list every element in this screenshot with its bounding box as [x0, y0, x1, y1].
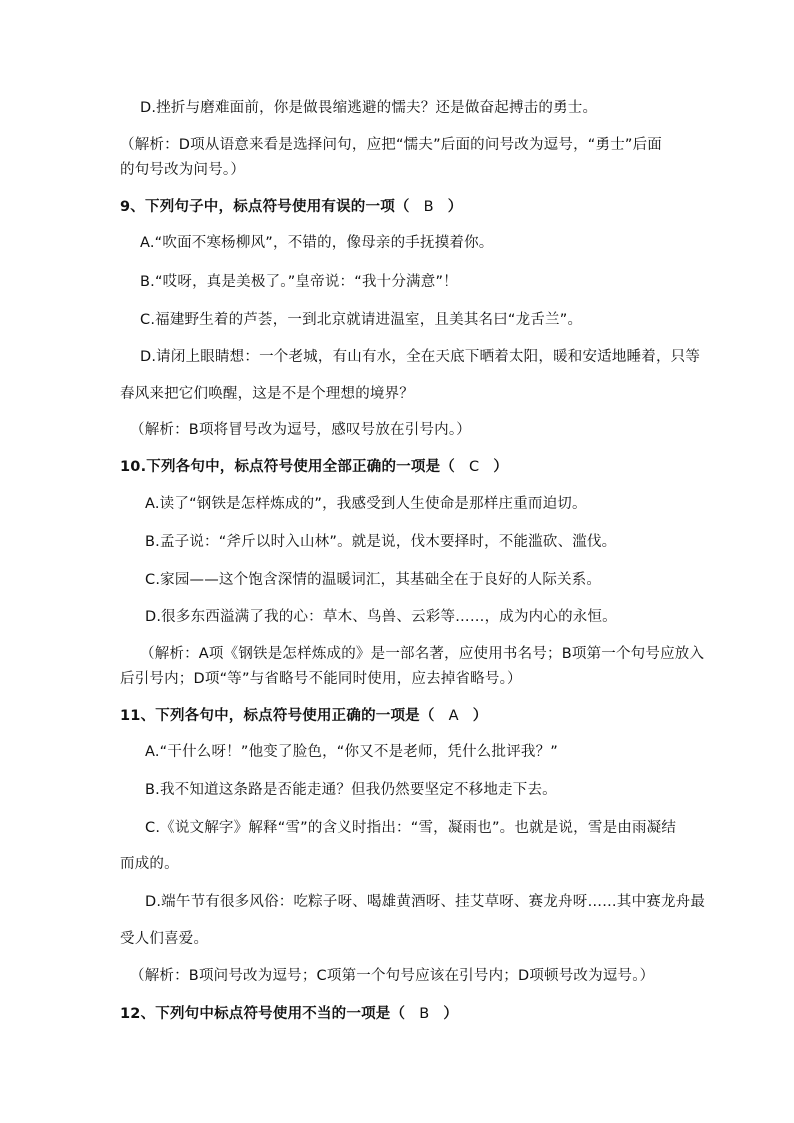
q11-option-d-line2: 受人们喜爱。 — [120, 931, 209, 947]
q9-option-a: A.“吹面不寒杨柳风”，不错的，像母亲的手抚摸着你。 — [140, 235, 494, 251]
q12-stem-text: 12、下列句中标点符号使用不当的一项是（ — [120, 1006, 406, 1022]
q10-option-a: A.读了“钢铁是怎样炼成的”，我感受到人生使命是那样庄重而迫切。 — [145, 496, 587, 512]
q9-option-c: C.福建野生着的芦荟，一到北京就请进温室，且美其名曰“龙舌兰”。 — [140, 312, 583, 328]
q12-stem-close: ） — [443, 1006, 459, 1022]
q11-option-c-line2: 而成的。 — [120, 856, 179, 872]
q10-analysis-line1: （解析：A项《钢铁是怎样炼成的》是一部名著，应使用书名号；B项第一个句号应放入 — [140, 646, 705, 662]
q12-stem — [120, 1004, 458, 1024]
q9-stem-close: ） — [447, 199, 463, 215]
q11-option-b: B.我不知道这条路是否能走通？但我仍然要坚定不移地走下去。 — [145, 782, 557, 798]
q10-option-d: D.很多东西溢满了我的心：草木、鸟兽、云彩等……，成为内心的永恒。 — [145, 609, 617, 625]
q11-option-c-line1: C.《说文解字》解释“雪”的含义时指出：“雪，凝雨也”。也就是说，雪是由雨凝结 — [145, 820, 677, 836]
q9-option-d-line1: D.请闭上眼睛想：一个老城，有山有水，全在天底下晒着太阳，暖和安适地睡着，只等 — [140, 349, 701, 365]
q11-stem — [120, 706, 487, 726]
q9-option-d-line2: 春风来把它们唤醒，这是不是个理想的境界？ — [120, 386, 414, 402]
q9-option-b: B.“哎呀，真是美极了。”皇帝说：“我十分满意”！ — [140, 274, 458, 290]
q11-stem-text: 11、下列各句中，标点符号使用正确的一项是（ — [120, 708, 435, 724]
q10-option-b: B.孟子说：“斧斤以时入山林”。就是说，伐木要择时，不能滥砍、滥伐。 — [145, 534, 617, 550]
q11-option-d-line1: D.端午节有很多风俗：吃粽子呀、喝雄黄酒呀、挂艾草呀、赛龙舟呀……其中赛龙舟最 — [145, 894, 706, 910]
q10-answer: C — [469, 459, 480, 475]
q8-option-d: D.挫折与磨难面前，你是做畏缩逃避的懦夫？还是做奋起搏击的勇士。 — [140, 100, 598, 116]
q8-analysis-line2: 的句号改为问号。） — [120, 162, 246, 178]
q10-analysis-line2: 后引号内；D项“等”与省略号不能同时使用，应去掉省略号。） — [120, 671, 522, 687]
q10-stem — [120, 457, 508, 477]
q11-stem-close: ） — [472, 708, 488, 724]
q11-answer: A — [448, 708, 459, 724]
q9-answer: B — [423, 199, 434, 215]
q11-analysis: （解析：B项问号改为逗号；C项第一个句号应该在引号内；D项顿号改为逗号。） — [130, 968, 655, 984]
q10-stem-text: 10.下列各句中，标点符号使用全部正确的一项是（ — [120, 459, 455, 475]
q9-analysis: （解析：B项将冒号改为逗号，感叹号放在引号内。） — [130, 422, 471, 438]
q9-stem-text: 9、下列句子中，标点符号使用有误的一项（ — [120, 199, 410, 215]
q12-answer: B — [419, 1006, 430, 1022]
q10-option-c: C.家园——这个饱含深情的温暖词汇，其基础全在于良好的人际关系。 — [145, 572, 602, 588]
q8-analysis-line1: （解析：D项从语意来看是选择问句，应把“懦夫”后面的问号改为逗号，“勇士”后面 — [120, 137, 663, 153]
q10-stem-close: ） — [493, 459, 509, 475]
q9-stem — [120, 197, 462, 217]
q11-option-a: A.“干什么呀！”他变了脸色，“你又不是老师，凭什么批评我？” — [145, 744, 559, 760]
